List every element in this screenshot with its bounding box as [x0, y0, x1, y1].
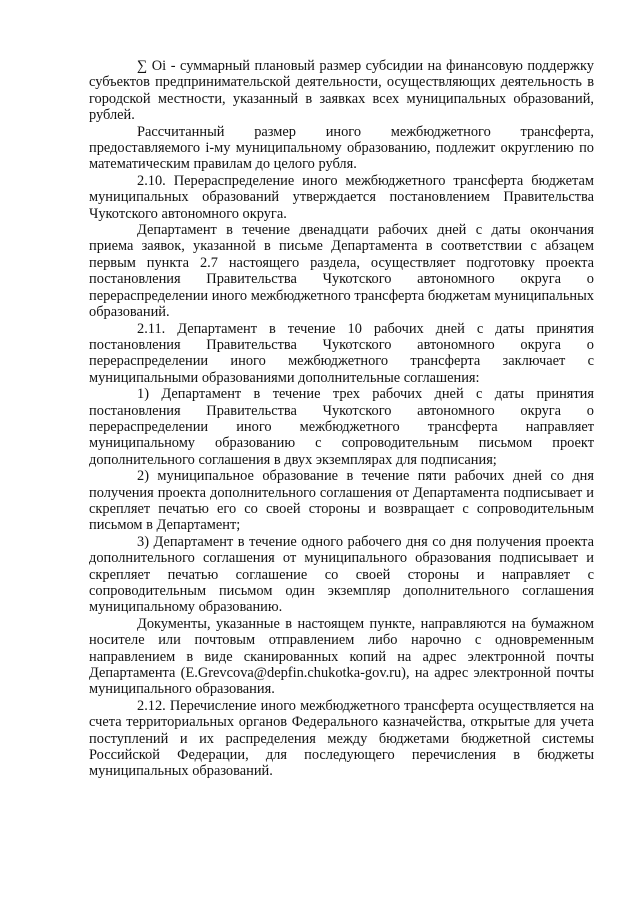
list-item-2: 2) муниципальное образование в течение пяти рабочих дней со дня получения проекта дополнительного соглашения от Департамента подписывает и скрепляет печатью его со своей стороны и возвращает с сопроводительным письмом в Департамент;: [89, 468, 594, 534]
paragraph-2-11: 2.11. Департамент в течение 10 рабочих дней с даты принятия постановления Правительства Чукотского автономного округа о перераспределении иного межбюджетного трансферта заключает с муниципальными образованиями дополнительные соглашения:: [89, 320, 594, 386]
paragraph-documents: Документы, указанные в настоящем пункте, направляются на бумажном носителе или почтовым отправлением либо нарочно с одновременным направлением в виде сканированных копий на адрес электронной почты Департамента (E.Grevcova@depfin.chukotka-gov.ru), на адрес электронной почты муниципального образования.: [89, 615, 594, 698]
paragraph-2-12: 2.12. Перечисление иного межбюджетного трансферта осуществляется на счета территориальных органов Федерального казначейства, открытые для учета поступлений и их распределения между бюджетами бюджетной системы Российской Федерации, для последующего перечисления в бюджеты муниципальных образований.: [89, 697, 594, 780]
paragraph-rounding: Рассчитанный размер иного межбюджетного трансферта, предоставляемого i-му муниципальному образованию, подлежит округлению по математическим правилам до целого рубля.: [89, 123, 594, 173]
list-item-1: 1) Департамент в течение трех рабочих дней с даты принятия постановления Правительства Чукотского автономного округа о перераспределении иного межбюджетного трансферта направляет муниципальному образованию с сопроводительным письмом проект дополнительного соглашения в двух экземплярах для подписания;: [89, 386, 594, 468]
paragraph-2-10: 2.10. Перераспределение иного межбюджетного трансферта бюджетам муниципальных образований утверждается постановлением Правительства Чукотского автономного округа.: [89, 172, 594, 222]
list-item-3: 3) Департамент в течение одного рабочего дня со дня получения проекта дополнительного соглашения от муниципального образования подписывает и скрепляет печатью соглашение со своей стороны и направляет с сопроводительным письмом один экземпляр дополнительного соглашения муниципальному образованию.: [89, 533, 594, 616]
paragraph-preparation: Департамент в течение двенадцати рабочих дней с даты окончания приема заявок, указанной в письме Департамента в соответствии с абзацем первым пункта 2.7 настоящего раздела, осуществляет подготовку проекта постановления Правительства Чукотского автономного округа о перераспределении иного межбюджетного трансферта бюджетам муниципальных образований.: [89, 222, 594, 321]
paragraph-sum-definition: ∑ Oi - суммарный плановый размер субсидии на финансовую поддержку субъектов предпринимательской деятельности, осуществляющих деятельность в городской местности, указанный в заявках всех муниципальных образований, рублей.: [89, 58, 594, 124]
